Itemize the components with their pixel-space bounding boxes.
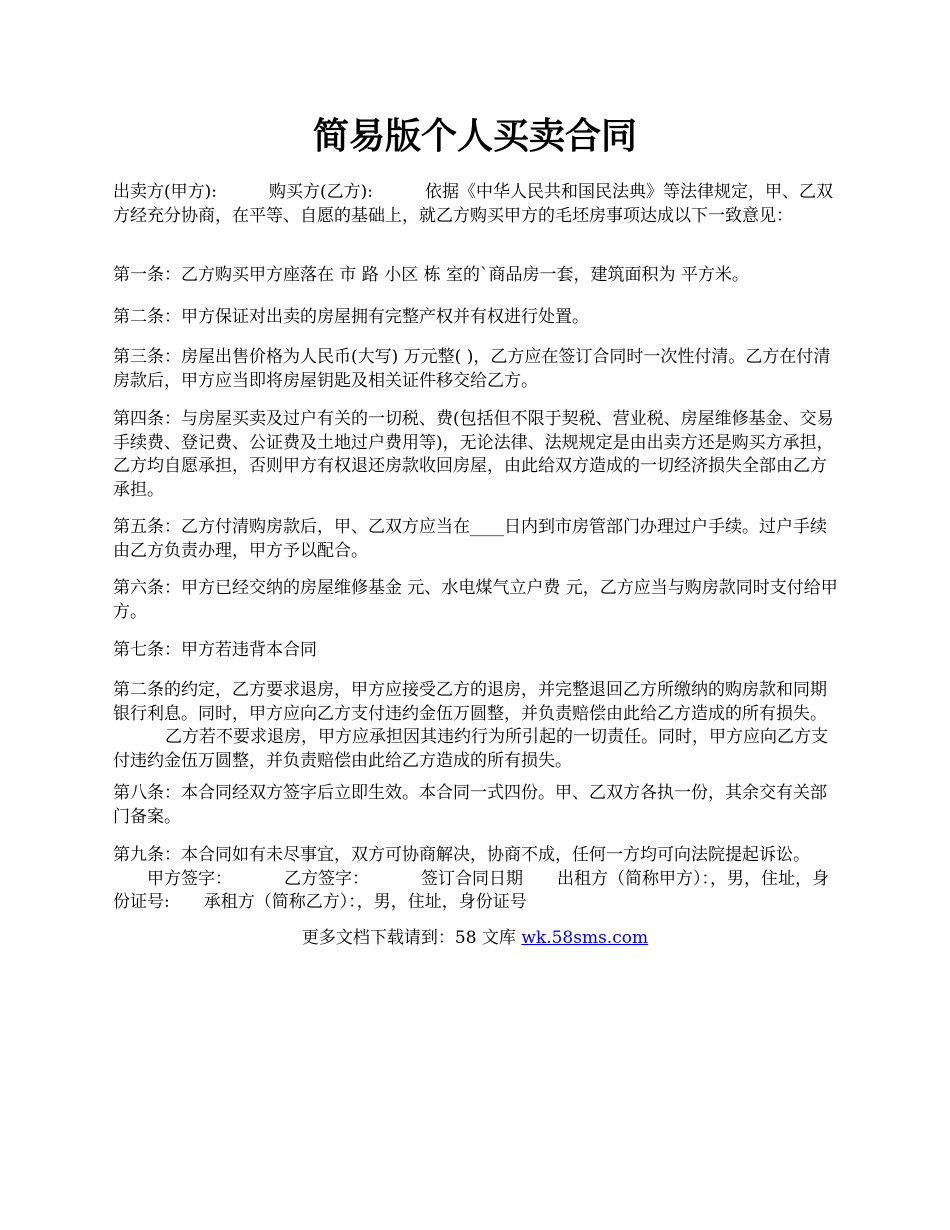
article-2: 第二条：甲方保证对出卖的房屋拥有完整产权并有权进行处置。 bbox=[113, 307, 589, 327]
party-a-signature-label: 甲方签字： bbox=[147, 868, 232, 889]
article-7-continuation bbox=[113, 679, 843, 773]
article-8: 第八条：本合同经双方签字后立即生效。本合同一式四份。甲、乙双方各执一份，其余交有关部门备案。 bbox=[113, 783, 827, 827]
buyer-label: 购买方(乙方): bbox=[269, 182, 373, 202]
party-b-signature-label: 乙方签字： bbox=[284, 868, 369, 889]
seller-label: 出卖方(甲方): bbox=[113, 182, 217, 202]
document-title: 简易版个人买卖合同 bbox=[312, 115, 637, 157]
article-9 bbox=[113, 844, 843, 915]
article-6: 第六条：甲方已经交纳的房屋维修基金 元、水电煤气立户费 元，乙方应当与购房款同时支付给甲方。 bbox=[113, 578, 838, 622]
article-4: 第四条：与房屋买卖及过户有关的一切税、费(包括但不限于契税、营业税、房屋维修基金、交易手续费、登记费、公证费及土地过户费用等)，无论法律、法规规定是由出卖方还是购买方承担，乙方均自愿承担，否则甲方有权退还房款收回房屋，由此给双方造成的一切经济损失全部由乙方承担。 bbox=[113, 409, 834, 500]
footer bbox=[0, 926, 950, 950]
footer-link[interactable]: wk.58sms.com bbox=[521, 928, 649, 948]
article-5: 第五条：乙方付清购房款后，甲、乙双方应当在____日内到市房管部门办理过户手续。过户手续由乙方负责办理，甲方予以配合。 bbox=[113, 517, 827, 561]
sign-date-label: 签订合同日期 bbox=[421, 868, 523, 889]
article-7-part-2: 乙方若不要求退房，甲方应承担因其违约行为所引起的一切责任。同时，甲方应向乙方支付违约金伍万圆整，并负责赔偿由此给乙方造成的所有损失。 bbox=[113, 727, 828, 771]
article-7: 第七条：甲方若违背本合同 bbox=[113, 640, 317, 660]
lessee-line: 承租方（简称乙方）：，男，住址，身份证号 bbox=[203, 892, 527, 912]
article-9-text: 第九条：本合同如有未尽事宜，双方可协商解决，协商不成，任何一方均可向法院提起诉讼。 bbox=[113, 845, 810, 865]
article-1: 第一条：乙方购买甲方座落在 市 路 小区 栋 室的`商品房一套，建筑面积为 平方米。 bbox=[113, 265, 749, 285]
lessor-line: 出租方（简称甲方）：，男，住址，身份证号: bbox=[113, 868, 829, 912]
article-3: 第三条：房屋出售价格为人民币(大写) 万元整( )，乙方应在签订合同时一次性付清。乙方在付清房款后，甲方应当即将房屋钥匙及相关证件移交给乙方。 bbox=[113, 347, 831, 391]
article-7-part-1: 第二条的约定，乙方要求退房，甲方应接受乙方的退房，并完整退回乙方所缴纳的购房款和同期银行利息。同时，甲方应向乙方支付违约金伍万圆整，并负责赔偿由此给乙方造成的所有损失。 bbox=[113, 680, 827, 724]
intro-paragraph bbox=[113, 181, 843, 228]
intro-text: 依据《中华人民共和国民法典》等法律规定，甲、乙双方经充分协商，在平等、自愿的基础上，就乙方购买甲方的毛坯房事项达成以下一致意见： bbox=[113, 182, 833, 226]
footer-text: 更多文档下载请到：58 文库 bbox=[301, 928, 522, 948]
